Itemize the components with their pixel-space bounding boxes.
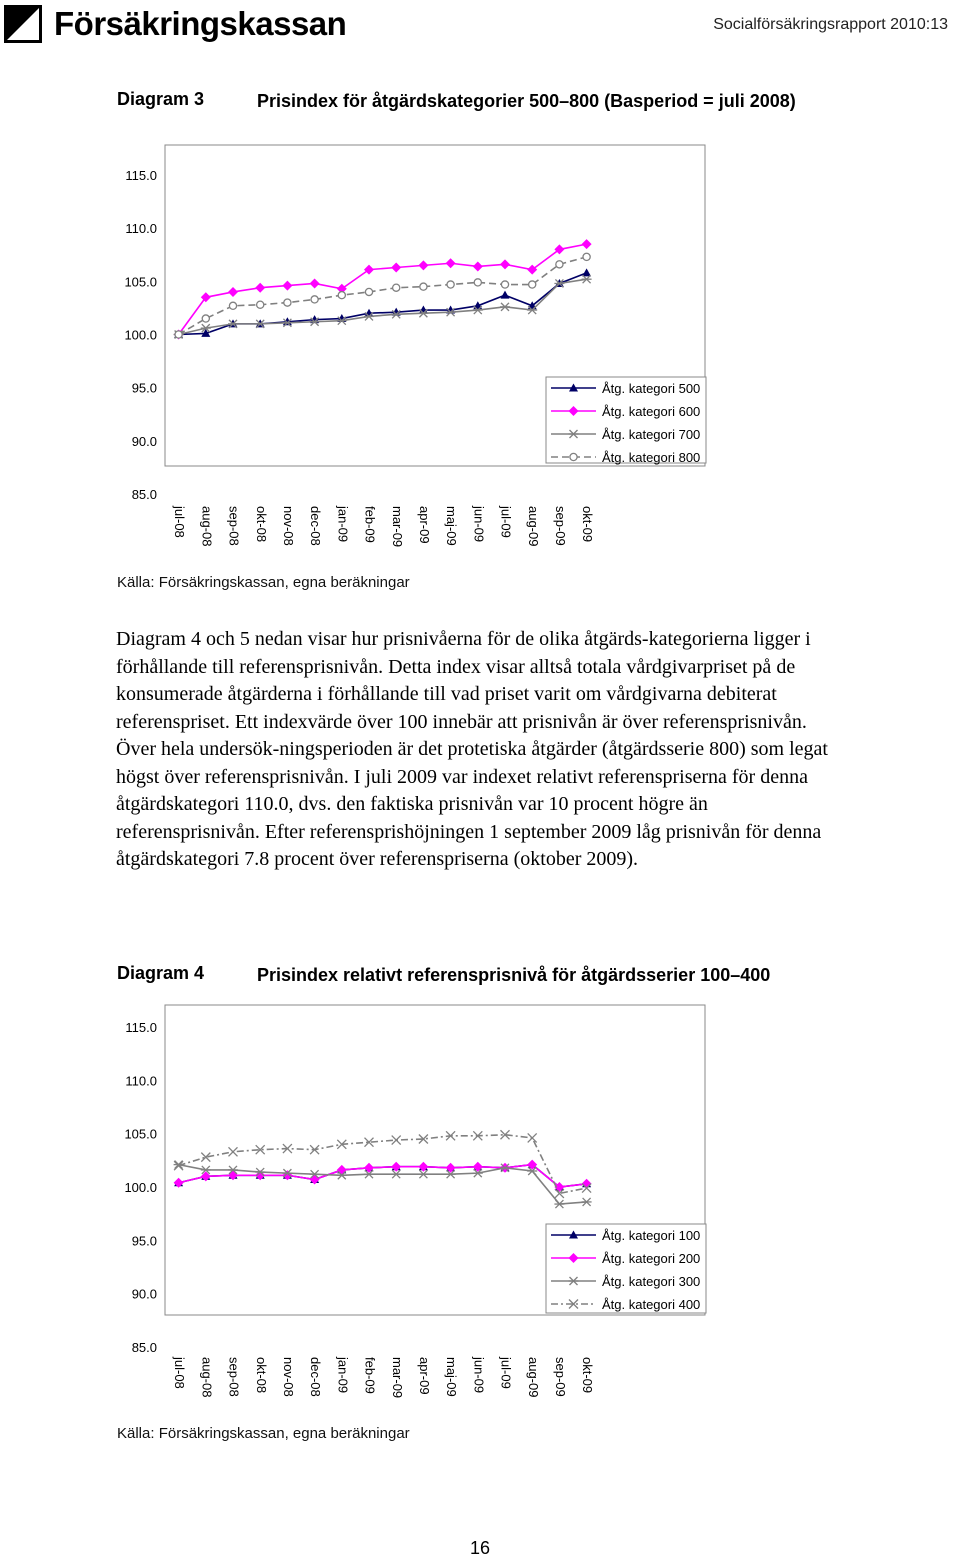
d3-data-point [500, 303, 510, 311]
d3-data-point [365, 288, 372, 295]
d3-x-tick-label: feb-09 [362, 506, 378, 543]
d3-data-point [582, 239, 592, 249]
d3-x-tick-label: maj-09 [444, 506, 460, 546]
d4-x-tick-label: dec-08 [308, 1357, 324, 1397]
d3-data-point [338, 292, 345, 299]
d4-series-line [179, 1135, 587, 1194]
d4-data-point [337, 1165, 347, 1175]
d3-data-point [311, 296, 318, 303]
d4-data-point [229, 1147, 238, 1156]
d4-y-tick-label: 105.0 [124, 1126, 157, 1142]
d3-data-point [202, 315, 209, 322]
diagram3-title: Prisindex för åtgärdskategorier 500–800 (Basperiod = juli 2008) [257, 91, 796, 111]
page-number: 16 [469, 1538, 491, 1558]
d4-data-point [528, 1133, 537, 1142]
d3-data-point [529, 281, 536, 288]
d4-x-tick-label: jun-09 [471, 1357, 487, 1394]
d4-series-line [179, 1165, 587, 1187]
d3-series-line [179, 279, 587, 334]
d3-x-tick-label: aug-08 [199, 506, 215, 547]
d4-series-line [179, 1165, 587, 1204]
d3-legend-marker [570, 453, 577, 460]
d3-x-tick-label: jul-09 [498, 506, 514, 538]
d4-legend-label: Åtg. kategori 200 [602, 1251, 701, 1266]
d3-data-point [418, 260, 428, 270]
d3-x-tick-label: nov-08 [280, 506, 296, 546]
diagram4-source: Källa: Försäkringskassan, egna beräkningar [117, 1425, 410, 1442]
body-paragraph: Diagram 4 och 5 nedan visar hur prisnivåerna för de olika åtgärds-kategorierna ligger i förhållande till referensprisnivån. Detta index visar alltså totala vårdgivarpriset på de konsumerade åtgärderna i förhållande till vad priset varit om vårdgivarna debiterat referenspriset. Ett indexvärde över 100 innebär att prisnivån är över referensprisnivån. Över hela undersök-ningsperioden är det protetiska åtgärder (åtgärdsserie 800) som legat högst över referensprisnivån. I juli 2009 var indexet relativt referenspriserna för denna åtgärdskategori 110.0, dvs. den faktiska prisnivån var 10 procent högre än referensprisnivån. Efter referensprishöjningen 1 september 2009 låg prisnivån för denna åtgärdskategori 7.8 procent över referenspriserna (oktober 2009). [116, 628, 828, 870]
d3-data-point [501, 281, 508, 288]
d4-legend-label: Åtg. kategori 300 [602, 1274, 701, 1289]
d3-x-tick-label: jul-08 [172, 506, 188, 538]
d4-x-tick-label: apr-09 [416, 1357, 432, 1395]
d3-data-point [228, 287, 238, 297]
d4-y-tick-label: 85.0 [131, 1340, 157, 1355]
d3-x-tick-label: mar-09 [389, 506, 405, 548]
d3-data-point [556, 261, 563, 268]
d4-x-tick-label: jan-09 [335, 1357, 351, 1394]
diagram4-title: Prisindex relativt referensprisnivå för åtgärdsserier 100–400 [257, 965, 771, 985]
diagram4-heading [117, 963, 817, 987]
d4-x-tick-label: mar-09 [389, 1357, 405, 1399]
d3-data-point [474, 279, 481, 286]
d3-data-point [583, 253, 590, 260]
d3-x-tick-label: okt-09 [580, 506, 596, 543]
d4-legend-label: Åtg. kategori 100 [602, 1228, 701, 1243]
d3-x-tick-label: apr-09 [416, 506, 432, 544]
d3-series-line [179, 273, 587, 335]
d3-data-point [255, 283, 265, 293]
d4-x-tick-label: aug-08 [199, 1357, 215, 1398]
d3-y-tick-label: 95.0 [131, 380, 157, 396]
logo-text: Försäkringskassan [54, 5, 347, 42]
d3-y-tick-label: 90.0 [131, 433, 157, 449]
report-name: Socialförsäkringsrapport 2010:13 [713, 16, 948, 33]
d3-x-tick-label: okt-08 [253, 506, 269, 543]
d3-x-tick-label: aug-09 [525, 506, 541, 547]
diagram4-label: Diagram 4 [117, 963, 205, 983]
d3-data-point [282, 281, 292, 291]
d3-legend-label: Åtg. kategori 600 [602, 404, 701, 419]
logo [4, 4, 346, 44]
d3-data-point [500, 259, 510, 269]
d3-series-4 [175, 253, 590, 338]
d3-data-point [582, 268, 591, 276]
d4-x-tick-label: sep-09 [552, 1357, 568, 1397]
diagram3-chart [0, 140, 960, 580]
d4-y-tick-label: 100.0 [124, 1180, 157, 1195]
d4-data-point [174, 1178, 184, 1188]
d3-x-tick-label: dec-08 [308, 506, 324, 546]
d3-legend-label: Åtg. kategori 800 [602, 450, 701, 465]
d3-y-tick-label: 115.0 [125, 168, 157, 183]
d3-data-point [257, 301, 264, 308]
d3-data-point [420, 283, 427, 290]
diagram4-chart [0, 1000, 960, 1410]
d4-data-point [392, 1136, 401, 1145]
d3-y-tick-label: 105.0 [124, 274, 157, 290]
d3-legend-label: Åtg. kategori 700 [602, 427, 701, 442]
d4-legend [546, 1224, 706, 1313]
d3-y-tick-label: 85.0 [131, 487, 157, 502]
d4-series-2 [174, 1160, 592, 1192]
d3-data-point [446, 258, 456, 268]
d3-x-tick-label: sep-08 [226, 506, 242, 546]
logo-mark-icon [4, 5, 42, 43]
d3-data-point [310, 278, 320, 288]
d3-data-point [501, 291, 510, 299]
d3-y-tick-label: 100.0 [124, 327, 157, 343]
d4-x-tick-label: sep-08 [226, 1357, 242, 1397]
d4-x-tick-label: maj-09 [444, 1357, 460, 1397]
d3-x-tick-label: sep-09 [552, 506, 568, 546]
d3-data-point [582, 275, 592, 283]
d3-legend [546, 377, 706, 465]
d4-x-tick-label: okt-09 [580, 1357, 596, 1394]
d3-data-point [175, 331, 182, 338]
d4-x-tick-label: aug-09 [525, 1357, 541, 1398]
d3-x-tick-label: jan-09 [335, 506, 351, 543]
d3-x-tick-label: jun-09 [471, 506, 487, 543]
d3-data-point [473, 261, 483, 271]
d4-x-tick-label: jul-09 [498, 1357, 514, 1389]
d4-x-tick-label: feb-09 [362, 1357, 378, 1394]
d4-legend-label: Åtg. kategori 400 [602, 1297, 701, 1312]
d3-data-point [447, 281, 454, 288]
d4-y-tick-label: 110.0 [125, 1073, 157, 1089]
d3-data-point [364, 265, 374, 275]
d4-x-tick-label: jul-08 [172, 1357, 188, 1389]
d4-data-point [582, 1198, 592, 1206]
d3-data-point [393, 284, 400, 291]
d3-data-point [229, 302, 236, 309]
d3-data-point [284, 299, 291, 306]
d4-x-tick-label: okt-08 [253, 1357, 269, 1394]
d3-y-tick-label: 110.0 [125, 221, 157, 237]
d3-data-point [391, 263, 401, 273]
diagram3-label: Diagram 3 [117, 89, 205, 109]
d4-y-tick-label: 115.0 [125, 1020, 157, 1035]
diagram3-source: Källa: Försäkringskassan, egna beräkningar [117, 574, 410, 591]
d3-legend-label: Åtg. kategori 500 [602, 381, 701, 396]
d4-x-tick-label: nov-08 [280, 1357, 296, 1397]
d4-y-tick-label: 95.0 [131, 1233, 157, 1249]
d4-y-tick-label: 90.0 [131, 1286, 157, 1302]
diagram3-heading [117, 89, 817, 113]
d4-data-point [554, 1200, 564, 1208]
